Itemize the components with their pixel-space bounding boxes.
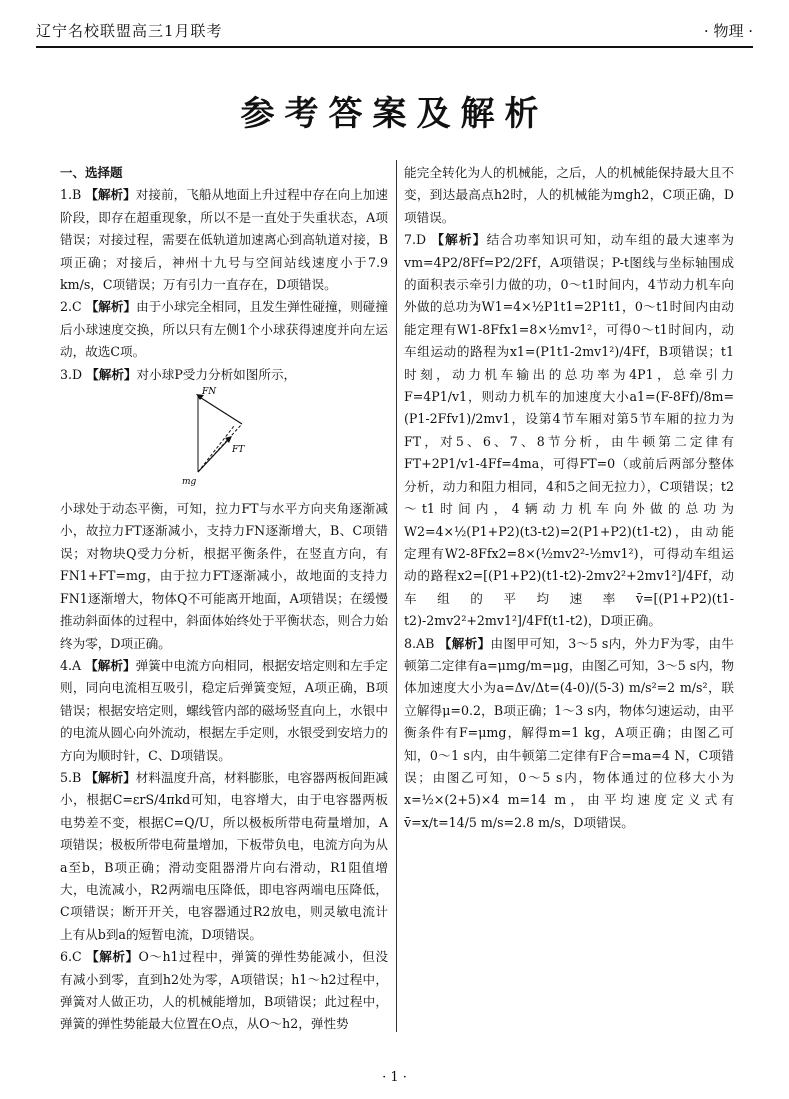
answer-item-7	[404, 229, 734, 632]
item-number: 8.	[404, 635, 417, 651]
item-answer: C	[72, 949, 82, 965]
fn-vector	[198, 396, 242, 424]
ft-label: FT	[232, 445, 245, 456]
mg-label: mg	[182, 477, 197, 488]
item-number: 4.	[60, 657, 73, 673]
column-divider	[396, 160, 397, 1032]
answer-item-3	[60, 364, 388, 386]
item-text: 小球处于动态平衡，可知，拉力FT与水平方向夹角逐渐减小，故拉力FT逐渐减小，支持力FN逐渐增大，B、C项错误；对物块Q受力分析，根据平衡条件，在竖直方向，有FN1+FT=mg，由于拉力FT逐渐减小，故地面的支持力FN1逐渐增大，物体Q不可能离开地面，A项错误；在缓慢推动斜面体的过程中，斜面体始终处于平衡状态，则合力始终为零，D项正确。	[60, 501, 388, 651]
dashed-line-2	[198, 426, 234, 472]
item-number: 6.	[60, 949, 73, 965]
item-number: 5.	[60, 769, 73, 785]
answer-item-1	[60, 184, 388, 296]
analysis-tag: 【解析】	[86, 949, 139, 965]
right-column	[404, 162, 734, 834]
answer-item-8	[404, 633, 734, 835]
item-number: 7.	[404, 232, 417, 248]
subject-label: · 物理 ·	[703, 22, 753, 40]
item-number: 1.	[60, 187, 73, 203]
item-answer: C	[72, 299, 82, 315]
force-diagram	[60, 386, 388, 498]
analysis-tag: 【解析】	[85, 769, 136, 785]
item-answer: B	[72, 769, 82, 785]
answer-item-3-cont	[60, 498, 388, 655]
item-number: 2.	[60, 299, 73, 315]
item-answer: A	[72, 657, 82, 673]
item-answer: D	[416, 232, 427, 248]
exam-name: 辽宁名校联盟高三1月联考	[36, 22, 223, 40]
answer-item-5	[60, 767, 388, 946]
analysis-tag: 【解析】	[438, 635, 491, 651]
fn-label: FN	[202, 387, 217, 398]
answer-item-6-cont	[404, 162, 734, 229]
ft-vector	[198, 438, 230, 472]
analysis-tag: 【解析】	[85, 187, 136, 203]
item-text: 结合功率知识可知，动车组的最大速率为vm=4P2/8Ff=P2/2Ff，A项错误；P-t图线与坐标轴围成的面积表示牵引力做的功，0～t1时间内，4节动力机车向外做的总功为W1=4×½P1t1=2P1t1，0～t1时间内由动能定理有W1-8Ffx1=8×½mv1²，可得0～t1时间内，动车组运动的路程为x1=(P1t1-2mv1²)/4Ff，B项错误；t1时刻，动力机车输出的总功率为4P1，总牵引力F=4P1/v1，则动力机车的加速度大小a1=(F-8Ff)/8m=(P1-2Ffv1)/2mv1，设第4节车厢对第5节车厢的拉力为FT，对5、6、7、8节分析，由牛顿第二定律有FT+2P1/v1-4Ff=4ma，可得FT=0（或前后两部分整体分析，动力和阻力相同，4和5之间无拉力），C项错误；t2～t1时间内，4辆动力机车向外做的总功为W2=4×½(P1+P2)(t3-t2)=2(P1+P2)(t1-t2)，由动能定理有W2-8Ffx2=8×(½mv2²-½mv1²)，可得动车组运动的路程x2=[(P1+P2)(t1-t2)-2mv2²+2mv1²]/4Ff，动车组的平均速率v̄=[(P1+P2)(t1-t2)-2mv2²+2mv1²]/4Ff(t1-t2)，D项正确。	[404, 232, 735, 629]
answer-item-4	[60, 655, 388, 767]
page-number: · 1 ·	[382, 1070, 407, 1085]
item-text: 对小球P受力分析如图所示，	[136, 366, 297, 382]
page-header	[36, 16, 753, 48]
item-text: 弹簧中电流方向相同，根据安培定则和左手定则，同向电流相互吸引，稳定后弹簧变短，A项正确，B项错误；根据安培定则，螺线管内部的磁场竖直向上，水银中的电流从圆心向外流动，根据左手定则，水银受到安培力的方向为顺时针，C、D项错误。	[60, 657, 389, 763]
item-text: 对接前，飞船从地面上升过程中存在向上加速阶段，即存在超重现象，所以不是一直处于失重状态，A项错误；对接过程，需要在低轨道加速离心到高轨道对接，B项正确；对接后，神州十九号与空间站线速度小于7.9 km/s，C项错误；万有引力一直存在，D项错误。	[60, 187, 389, 293]
section-heading: 一、选择题	[60, 165, 123, 180]
item-answer: AB	[416, 635, 435, 651]
left-column	[60, 162, 388, 1036]
analysis-tag: 【解析】	[431, 232, 487, 248]
answer-item-6	[60, 946, 388, 1036]
page-title: 参考答案及解析	[240, 94, 549, 134]
item-text: 能完全转化为人的机械能，之后，人的机械能保持最大且不变，到达最高点h2时，人的机械能为mgh2，C项正确，D项错误。	[404, 165, 734, 225]
item-answer: D	[72, 366, 83, 382]
answer-item-2	[60, 296, 388, 363]
analysis-tag: 【解析】	[85, 299, 137, 315]
item-text: 材料温度升高，材料膨胀，电容器两板间距减小，根据C=εrS/4πkd可知，电容增大，由于电容器两板电势差不变，根据C=Q/U，所以极板所带电荷量增加，A项错误；极板所带电荷量增加，下板带负电，电流方向为从a至b，B项正确；滑动变阻器滑片向右滑动，R1阻值增大，电流减小，R2两端电压降低，即电容两端电压降低，C项错误；断开开关，电容器通过R2放电，则灵敏电流计上有从b到a的短暂电流，D项错误。	[60, 769, 389, 942]
item-number: 3.	[60, 366, 73, 382]
item-text: 由于小球完全相同，且发生弹性碰撞，则碰撞后小球速度交换，所以只有左侧1个小球获得速度并向左运动，故选C项。	[60, 299, 389, 360]
item-text: 由图甲可知，3～5 s内，外力F为零，由牛顿第二定律有a=μmg/m=μg，由图乙可知，3～5 s内，物体加速度大小为a=Δv/Δt=(4-0)/(5-3) m/s²=2 m/s²，联立解得μ=0.2，B项正确；1～3 s内，物体匀速运动，由平衡条件有F=μmg，解得m=1 kg，A项正确；由图乙可知，0～1 s内，由牛顿第二定律有F合=ma=4 N，C项错误；由图乙可知，0～5 s内，物体通过的位移大小为x=½×(2+5)×4 m=14 m，由平均速度定义式有v̄=x/t=14/5 m/s=2.8 m/s，D项错误。	[404, 635, 734, 830]
analysis-tag: 【解析】	[85, 657, 136, 673]
item-text: O～h1过程中，弹簧的弹性势能减小，但没有减小到零，直到h2处为零，A项错误；h1～h2过程中，弹簧对人做正功，人的机械能增加，B项错误；此过程中，弹簧的弹性势能最大位置在O点，从O～h2，弹性势	[60, 949, 388, 1032]
analysis-tag: 【解析】	[86, 366, 137, 382]
item-answer: B	[72, 187, 82, 203]
force-diagram-svg	[182, 386, 270, 498]
